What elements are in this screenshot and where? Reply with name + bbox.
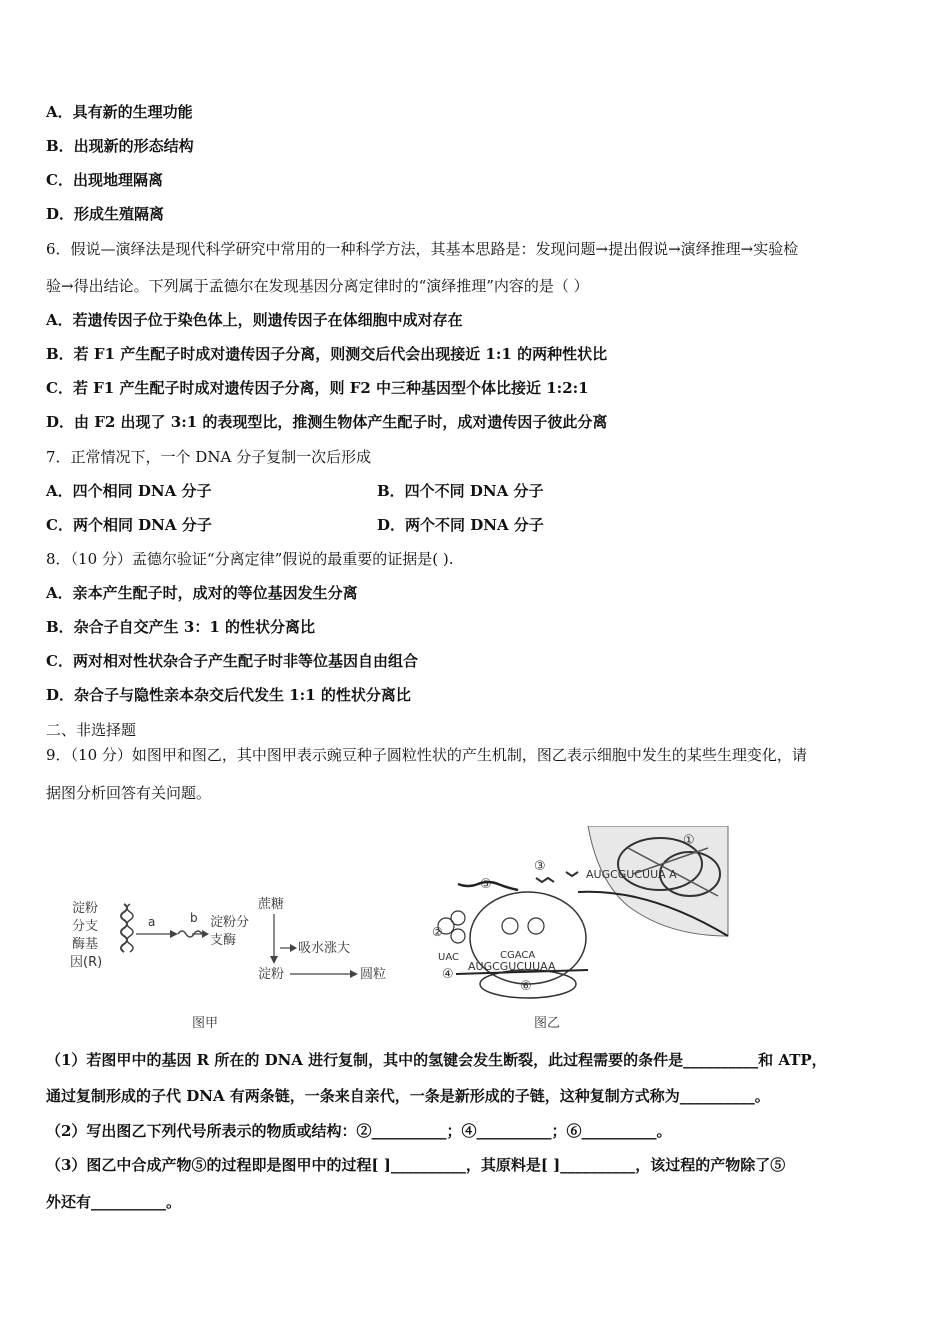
- fig-b-codons: CGACA: [500, 950, 536, 961]
- fig-b-anticodon: UAC: [438, 952, 459, 963]
- figure-a-diagram: [68, 890, 408, 990]
- section-title: 二、非选择题: [46, 721, 137, 739]
- fig-b-mrna-bottom: AUGCGUCUUAA: [468, 960, 556, 973]
- fig-a-enzyme-1: 淀粉分: [210, 915, 250, 930]
- fig-a-gene-label-1: 淀粉: [72, 901, 99, 916]
- q9-sub1-line2: 通过复制形成的子代 DNA 有两条链，一条来自亲代，一条是新形成的子链，这种复制方式称为__________。: [46, 1087, 770, 1105]
- fig-b-label-4: ④: [442, 967, 454, 982]
- fig-a-sucrose: 蔗糖: [258, 897, 285, 912]
- q8-option-c: C．两对相对性状杂合子产生配子时非等位基因自由组合: [46, 652, 418, 670]
- fig-b-label-5: ⑤: [480, 877, 492, 892]
- fig-b-label-1: ①: [683, 833, 695, 848]
- q7-option-d: D．两个不同 DNA 分子: [377, 516, 544, 534]
- fig-a-water: 吸水涨大: [298, 941, 351, 956]
- q8-option-b: B．杂合子自交产生 3：1 的性状分离比: [46, 618, 315, 636]
- q5-option-b: B．出现新的形态结构: [46, 137, 194, 155]
- fig-a-round: 圆粒: [360, 967, 387, 982]
- q7-option-a: A．四个相同 DNA 分子: [46, 482, 212, 500]
- q7-stem: 7．正常情况下，一个 DNA 分子复制一次后形成: [46, 448, 372, 466]
- q9-stem-line2: 据图分析回答有关问题。: [46, 784, 212, 802]
- dna-helix-icon-2: [127, 904, 133, 952]
- q6-stem-line2: 验→得出结论。下列属于孟德尔在发现基因分离定律时的“演绎推理”内容的是（ ）: [46, 277, 589, 295]
- figure-a-caption: 图甲: [192, 1016, 219, 1031]
- q8-option-a: A．亲本产生配子时，成对的等位基因发生分离: [46, 584, 358, 602]
- amino-acid-icon: [536, 878, 554, 882]
- q9-sub1-line1: （1）若图甲中的基因 R 所在的 DNA 进行复制，其中的氢键会发生断裂，此过程需要的条件是__________和 ATP，: [46, 1051, 827, 1069]
- fig-a-gene-label-2: 分支: [72, 919, 99, 934]
- dna-helix-icon: [121, 904, 127, 952]
- q6-stem-line1: 6．假说—演绎法是现代科学研究中常用的一种科学方法，其基本思路是：发现问题→提出假说→演绎推理→实验检: [46, 240, 799, 258]
- q7-option-c: C．两个相同 DNA 分子: [46, 516, 212, 534]
- q6-option-a: A．若遗传因子位于染色体上，则遗传因子在体细胞中成对存在: [46, 311, 463, 329]
- fig-a-gene-label-4: 因(R): [70, 955, 103, 970]
- q5-option-c: C．出现地理隔离: [46, 171, 163, 189]
- fig-b-mrna-top: AUGCGUCUUA A: [586, 868, 677, 881]
- q9-stem-line1: 9．（10 分）如图甲和图乙，其中图甲表示豌豆种子圆粒性状的产生机制，图乙表示细胞中发生的某些生理变化，请: [46, 746, 807, 764]
- q9-sub3-line2: 外还有__________。: [46, 1193, 182, 1211]
- figure-b-diagram: [428, 826, 733, 1006]
- q9-sub3-line1: （3）图乙中合成产物⑤的过程即是图甲中的过程[ ]__________，其原料是[ ]__________，该过程的产物除了⑤: [46, 1156, 786, 1174]
- fig-a-enzyme-2: 支酶: [210, 933, 237, 948]
- fig-a-starch: 淀粉: [258, 967, 285, 982]
- q5-option-a: A．具有新的生理功能: [46, 103, 193, 121]
- fig-b-label-3: ③: [534, 859, 546, 874]
- q5-option-d: D．形成生殖隔离: [46, 205, 165, 223]
- q6-option-d: D．由 F2 出现了 3:1 的表现型比，推测生物体产生配子时，成对遗传因子彼此分离: [46, 413, 608, 431]
- q9-sub2: （2）写出图乙下列代号所表示的物质或结构：②__________；④__________；⑥__________。: [46, 1122, 672, 1140]
- figure-b-caption: 图乙: [534, 1016, 561, 1031]
- fig-a-gene-label-3: 酶基: [72, 937, 99, 952]
- fig-b-label-6: ⑥: [520, 979, 532, 994]
- fig-a-arrow-a: a: [148, 915, 156, 929]
- q8-stem: 8．（10 分）孟德尔验证“分离定律”假说的最重要的证据是( ).: [46, 550, 454, 568]
- fig-a-arrow-b: b: [190, 911, 198, 925]
- q6-option-c: C．若 F1 产生配子时成对遗传因子分离，则 F2 中三种基因型个体比接近 1:2:1: [46, 379, 589, 397]
- q8-option-d: D．杂合子与隐性亲本杂交后代发生 1:1 的性状分离比: [46, 686, 411, 704]
- fig-b-label-2: ②: [432, 925, 443, 939]
- q6-option-b: B．若 F1 产生配子时成对遗传因子分离，则测交后代会出现接近 1:1 的两种性状比: [46, 345, 608, 363]
- nucleus-region: [588, 826, 728, 936]
- q7-option-b: B．四个不同 DNA 分子: [377, 482, 544, 500]
